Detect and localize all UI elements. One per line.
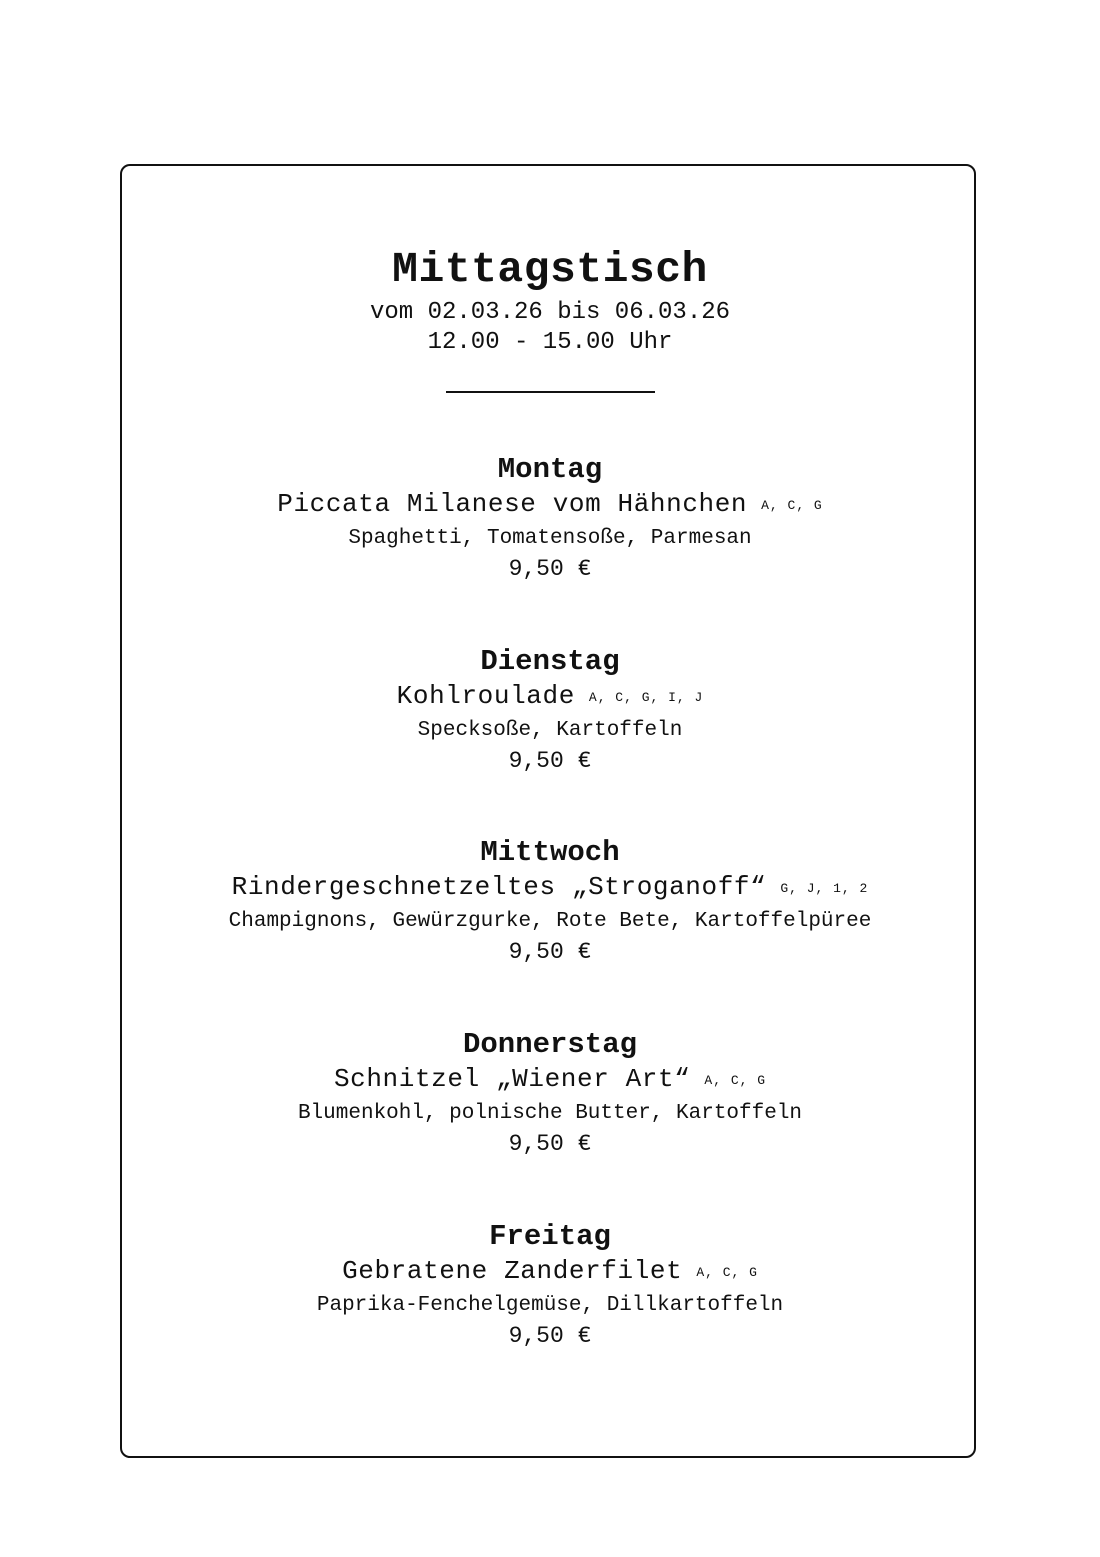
day-section-dienstag [0, 644, 1100, 776]
day-name: Montag [497, 453, 603, 486]
dish-line [0, 871, 1100, 907]
dish-line [0, 1255, 1100, 1291]
dish-price: 9,50 € [508, 1323, 592, 1349]
allergen-codes: A, C, G, I, J [588, 690, 704, 705]
dish-sides: Specksoße, Kartoffeln [417, 719, 683, 742]
dish-price: 9,50 € [508, 939, 592, 965]
allergen-codes: G, J, 1, 2 [780, 881, 869, 896]
dish-sides: Champignons, Gewürzgurke, Rote Bete, Kartoffelpüree [228, 910, 872, 933]
dish-sides: Blumenkohl, polnische Butter, Kartoffeln [297, 1102, 803, 1125]
dish-name: Piccata Milanese vom Hähnchen [277, 489, 748, 519]
dish-name: Schnitzel „Wiener Art“ [333, 1064, 691, 1094]
dish-price: 9,50 € [508, 748, 592, 774]
day-section-freitag [0, 1219, 1100, 1351]
opening-hours: 12.00 - 15.00 Uhr [427, 329, 673, 356]
dish-price: 9,50 € [508, 1131, 592, 1157]
dish-name: Gebratene Zanderfilet [342, 1256, 683, 1286]
dish-line [0, 488, 1100, 524]
date-range: vom 02.03.26 bis 06.03.26 [369, 299, 731, 326]
dish-name: Rindergeschnetzeltes „Stroganoff“ [231, 872, 767, 902]
dish-sides: Spaghetti, Tomatensoße, Parmesan [348, 527, 752, 550]
dish-line [0, 1063, 1100, 1099]
day-section-donnerstag [0, 1027, 1100, 1159]
allergen-codes: A, C, G [696, 1265, 758, 1280]
dish-price: 9,50 € [508, 556, 592, 582]
day-name: Dienstag [480, 645, 620, 678]
day-name: Freitag [489, 1220, 611, 1253]
day-name: Mittwoch [480, 836, 620, 869]
dish-line [0, 680, 1100, 716]
allergen-codes: A, C, G [761, 498, 823, 513]
day-section-mittwoch [0, 835, 1100, 967]
day-section-montag [0, 452, 1100, 584]
day-name: Donnerstag [462, 1028, 638, 1061]
menu-title: Mittagstisch [392, 245, 708, 294]
dish-sides: Paprika-Fenchelgemüse, Dillkartoffeln [316, 1294, 784, 1317]
header-divider [446, 391, 655, 393]
allergen-codes: A, C, G [704, 1073, 767, 1088]
menu-header [0, 242, 1100, 358]
dish-name: Kohlroulade [396, 681, 575, 711]
